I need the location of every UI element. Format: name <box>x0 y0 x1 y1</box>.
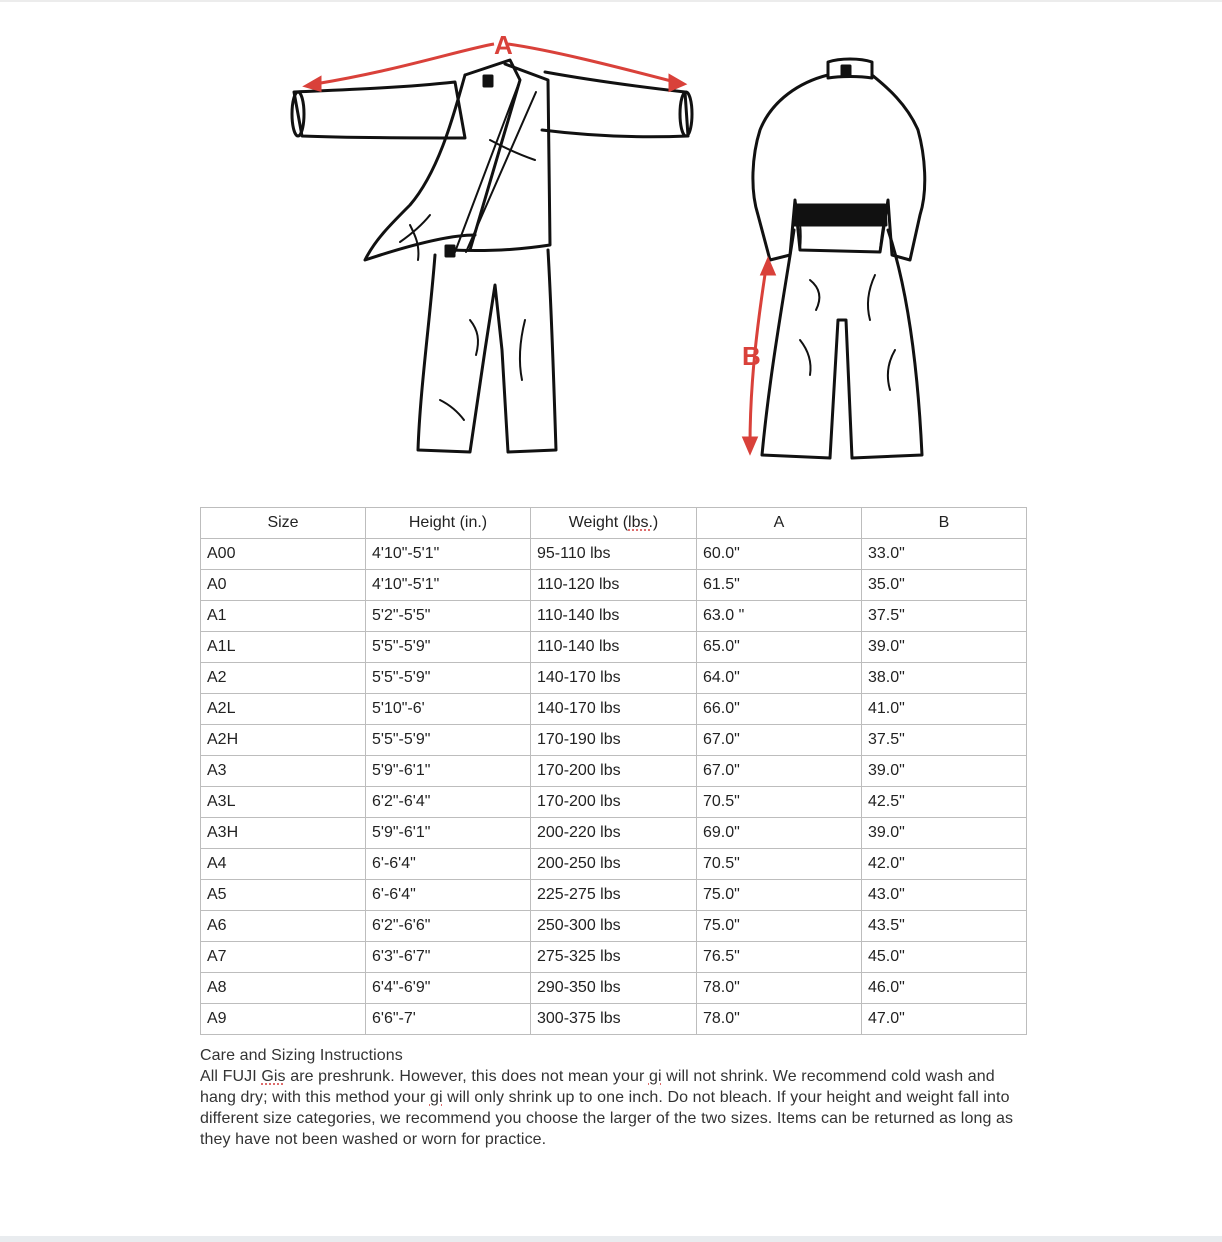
cell-weight: 170-200 lbs <box>531 787 697 818</box>
cell-b: 37.5" <box>862 725 1027 756</box>
gi-measurement-diagram <box>280 20 950 470</box>
table-row <box>201 694 1027 725</box>
cell-a: 60.0" <box>697 539 862 570</box>
cell-size: A9 <box>201 1004 366 1035</box>
cell-b: 39.0" <box>862 632 1027 663</box>
header-weight-unit: lbs. <box>628 514 653 531</box>
cell-a: 67.0" <box>697 725 862 756</box>
table-row <box>201 570 1027 601</box>
table-row <box>201 880 1027 911</box>
cell-height: 5'5"-5'9" <box>366 725 531 756</box>
cell-height: 5'9"-6'1" <box>366 818 531 849</box>
cell-b: 38.0" <box>862 663 1027 694</box>
cell-size: A00 <box>201 539 366 570</box>
table-body <box>201 539 1027 1035</box>
table-row <box>201 539 1027 570</box>
cell-b: 39.0" <box>862 818 1027 849</box>
cell-a: 63.0 " <box>697 601 862 632</box>
cell-a: 78.0" <box>697 973 862 1004</box>
cell-a: 78.0" <box>697 1004 862 1035</box>
care-text-2: are preshrunk. However, this does not mean your <box>285 1068 649 1085</box>
header-weight <box>531 508 697 539</box>
table-row <box>201 756 1027 787</box>
care-text-3: will not shrink. We recommend cold wash and hang dry; with this method your <box>200 1068 995 1106</box>
top-border <box>0 0 1222 2</box>
cell-height: 6'6"-7' <box>366 1004 531 1035</box>
table-row <box>201 725 1027 756</box>
cell-b: 47.0" <box>862 1004 1027 1035</box>
cell-size: A0 <box>201 570 366 601</box>
cell-size: A3H <box>201 818 366 849</box>
table-row <box>201 632 1027 663</box>
cell-size: A4 <box>201 849 366 880</box>
cell-weight: 95-110 lbs <box>531 539 697 570</box>
cell-height: 5'9"-6'1" <box>366 756 531 787</box>
table-row <box>201 911 1027 942</box>
measurement-label-a: A <box>494 30 513 60</box>
cell-height: 6'2"-6'4" <box>366 787 531 818</box>
cell-size: A3 <box>201 756 366 787</box>
cell-b: 41.0" <box>862 694 1027 725</box>
cell-b: 43.0" <box>862 880 1027 911</box>
cell-weight: 110-120 lbs <box>531 570 697 601</box>
header-weight-suffix: ) <box>652 514 659 531</box>
cell-weight: 170-200 lbs <box>531 756 697 787</box>
cell-size: A7 <box>201 942 366 973</box>
cell-height: 5'10"-6' <box>366 694 531 725</box>
care-text-1: All FUJI <box>200 1068 262 1085</box>
table-row <box>201 1004 1027 1035</box>
cell-b: 35.0" <box>862 570 1027 601</box>
cell-weight: 250-300 lbs <box>531 911 697 942</box>
cell-a: 75.0" <box>697 911 862 942</box>
cell-weight: 140-170 lbs <box>531 663 697 694</box>
cell-weight: 110-140 lbs <box>531 632 697 663</box>
bottom-border <box>0 1236 1222 1242</box>
cell-a: 70.5" <box>697 849 862 880</box>
care-body <box>200 1066 1030 1150</box>
cell-b: 37.5" <box>862 601 1027 632</box>
cell-height: 6'4"-6'9" <box>366 973 531 1004</box>
care-word-gi-2: gi <box>429 1089 443 1106</box>
cell-b: 39.0" <box>862 756 1027 787</box>
cell-height: 4'10"-5'1" <box>366 570 531 601</box>
cell-size: A8 <box>201 973 366 1004</box>
cell-b: 45.0" <box>862 942 1027 973</box>
cell-height: 5'2"-5'5" <box>366 601 531 632</box>
cell-b: 42.5" <box>862 787 1027 818</box>
cell-weight: 170-190 lbs <box>531 725 697 756</box>
table-row <box>201 601 1027 632</box>
cell-b: 33.0" <box>862 539 1027 570</box>
cell-weight: 225-275 lbs <box>531 880 697 911</box>
care-word-gi-1: gi <box>648 1068 662 1085</box>
cell-a: 66.0" <box>697 694 862 725</box>
header-a: A <box>697 508 862 539</box>
table-row <box>201 818 1027 849</box>
cell-weight: 140-170 lbs <box>531 694 697 725</box>
header-weight-prefix: Weight ( <box>568 514 629 531</box>
table-row <box>201 942 1027 973</box>
cell-a: 70.5" <box>697 787 862 818</box>
size-chart-table <box>200 507 1027 1035</box>
front-gi-figure <box>292 60 692 452</box>
header-size: Size <box>201 508 366 539</box>
cell-height: 5'5"-5'9" <box>366 663 531 694</box>
cell-size: A1 <box>201 601 366 632</box>
cell-weight: 300-375 lbs <box>531 1004 697 1035</box>
header-height: Height (in.) <box>366 508 531 539</box>
cell-weight: 290-350 lbs <box>531 973 697 1004</box>
cell-size: A5 <box>201 880 366 911</box>
care-title: Care and Sizing Instructions <box>200 1047 403 1064</box>
cell-b: 43.5" <box>862 911 1027 942</box>
cell-a: 61.5" <box>697 570 862 601</box>
cell-size: A1L <box>201 632 366 663</box>
header-b: B <box>862 508 1027 539</box>
cell-a: 69.0" <box>697 818 862 849</box>
table-header-row <box>201 508 1027 539</box>
cell-a: 76.5" <box>697 942 862 973</box>
cell-size: A2L <box>201 694 366 725</box>
care-word-gis: Gis <box>261 1068 286 1085</box>
cell-size: A6 <box>201 911 366 942</box>
cell-height: 6'3"-6'7" <box>366 942 531 973</box>
cell-b: 46.0" <box>862 973 1027 1004</box>
care-instructions <box>200 1045 1030 1150</box>
cell-weight: 110-140 lbs <box>531 601 697 632</box>
cell-height: 6'-6'4" <box>366 849 531 880</box>
table-row <box>201 663 1027 694</box>
measurement-label-b: B <box>742 341 761 371</box>
cell-a: 75.0" <box>697 880 862 911</box>
cell-height: 4'10"-5'1" <box>366 539 531 570</box>
table-row <box>201 973 1027 1004</box>
back-gi-figure <box>753 59 925 458</box>
cell-a: 64.0" <box>697 663 862 694</box>
cell-size: A3L <box>201 787 366 818</box>
cell-height: 5'5"-5'9" <box>366 632 531 663</box>
cell-height: 6'2"-6'6" <box>366 911 531 942</box>
cell-weight: 200-220 lbs <box>531 818 697 849</box>
measurement-arrows <box>306 44 774 452</box>
table-row <box>201 787 1027 818</box>
cell-weight: 200-250 lbs <box>531 849 697 880</box>
cell-weight: 275-325 lbs <box>531 942 697 973</box>
cell-size: A2H <box>201 725 366 756</box>
cell-size: A2 <box>201 663 366 694</box>
care-text-4: will only shrink up to one inch. Do not bleach. If your height and weight fall into different size categories, we recommend you choose the larger of the two sizes. Items can be returned as long as they have not been washed or worn for practice. <box>200 1089 1014 1148</box>
cell-height: 6'-6'4" <box>366 880 531 911</box>
cell-a: 65.0" <box>697 632 862 663</box>
table-row <box>201 849 1027 880</box>
cell-a: 67.0" <box>697 756 862 787</box>
cell-b: 42.0" <box>862 849 1027 880</box>
